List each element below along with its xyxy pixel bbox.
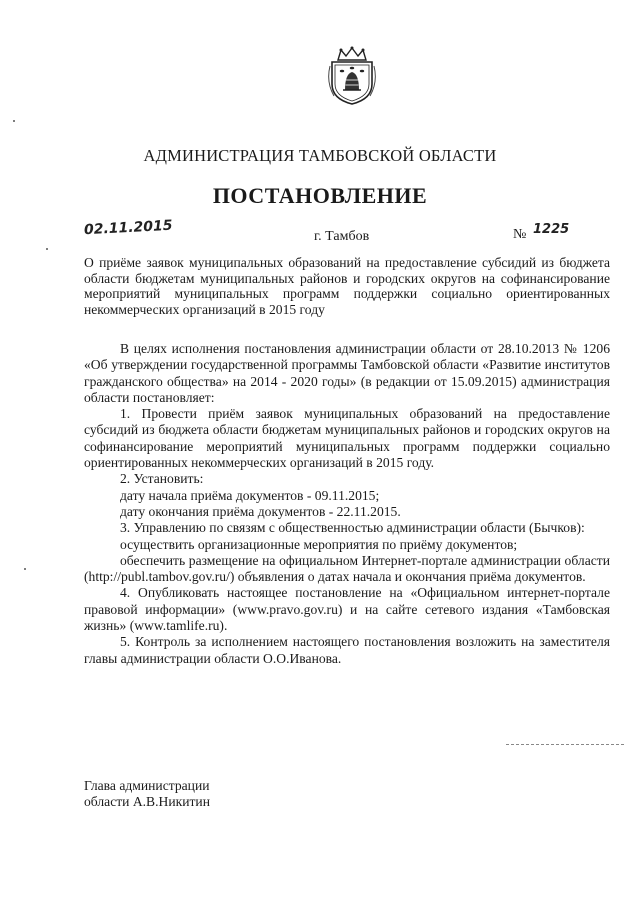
scan-speck — [13, 120, 15, 122]
item-3-paragraph: 3. Управлению по связям с общественностью администрации области (Бычков): — [120, 520, 585, 536]
number-label: № — [513, 227, 527, 242]
handwritten-date: 02.11.2015 — [83, 217, 173, 239]
item-1-paragraph: 1. Провести приём заявок муниципальных образований на предоставление субсидий из бюджета области бюджетам муниципальных районов и городских округов на софинансирование мероприятий муниципальных программ поддержки социально ориентированных некоммерческих организаций в 2015 году. — [84, 406, 610, 471]
scan-speck — [24, 568, 26, 570]
item-3b-paragraph: обеспечить размещение на официальном Интернет-портале администрации области (http://publ.tambov.gov.ru/) объявления о датах начала и окончания приёма документов. — [84, 552, 610, 585]
handwritten-number: 1225 — [533, 222, 570, 237]
organization-title: АДМИНИСТРАЦИЯ ТАМБОВСКОЙ ОБЛАСТИ — [143, 146, 497, 165]
document-body — [84, 341, 610, 667]
preamble-paragraph: В целях исполнения постановления администрации области от 28.10.2013 № 1206 «Об утверждении государственной программы Тамбовской области «Развитие институтов гражданского общества» на 2014 - 2020 годы» (в редакции от 15.09.2015) администрация области постановляет: — [84, 341, 610, 405]
scan-artifact-line — [506, 744, 624, 745]
item-2-title: 2. Установить: — [120, 471, 204, 487]
item-5-paragraph: 5. Контроль за исполнением настоящего постановления возложить на заместителя главы администрации области О.О.Иванова. — [84, 634, 610, 666]
signature-block — [84, 778, 210, 810]
scan-speck — [46, 248, 48, 250]
document-subject: О приёме заявок муниципальных образований на предоставление субсидий из бюджета области бюджетам муниципальных районов и городских округов на софинансирование мероприятий муниципальных программ поддержки социально ориентированных некоммерческих организаций в 2015 году — [84, 255, 610, 317]
tambov-coat-of-arms-icon — [326, 46, 378, 106]
item-4-paragraph: 4. Опубликовать настоящее постановление на «Официальном интернет-портале правовой информации» (www.pravo.gov.ru) и на сайте сетевого издания «Тамбовская жизнь» (www.tamlife.ru). — [84, 585, 610, 634]
city-label: г. Тамбов — [314, 229, 370, 244]
item-2-start-date: дату начала приёма документов - 09.11.2015; — [120, 487, 380, 503]
signature-name: области А.В.Никитин — [84, 794, 210, 809]
document-type-title: ПОСТАНОВЛЕНИЕ — [212, 183, 428, 208]
item-2-end-date: дату окончания приёма документов - 22.11.2015. — [120, 503, 401, 519]
signature-title: Глава администрации — [84, 778, 210, 793]
item-3a-paragraph: осуществить организационные мероприятия по приёму документов; — [120, 536, 518, 552]
